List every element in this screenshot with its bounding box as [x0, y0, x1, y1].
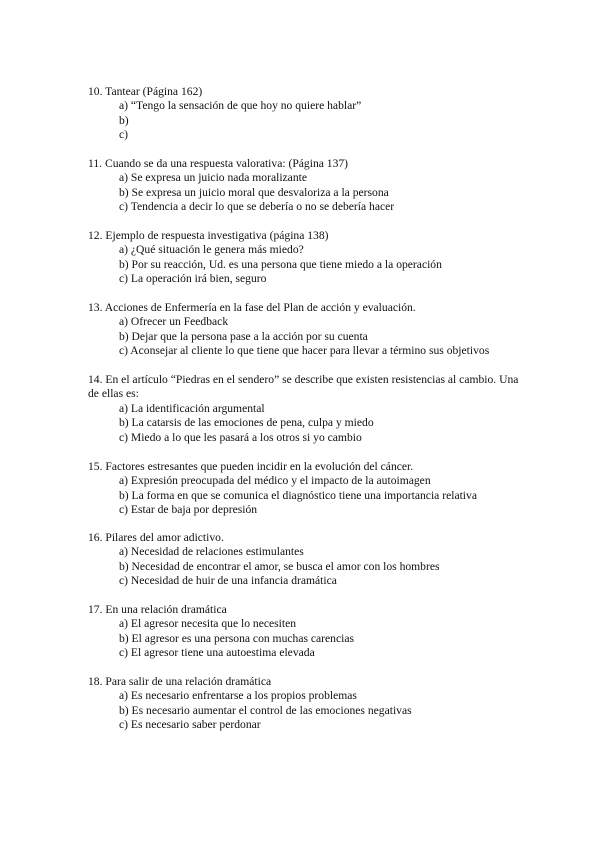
answer-option-b: b) Dejar que la persona pase a la acción por su cuenta — [119, 329, 368, 343]
answer-option-b: b) La forma en que se comunica el diagnóstico tiene una importancia relativa — [119, 488, 477, 502]
answer-option-a: a) La identificación argumental — [119, 401, 265, 415]
answer-option-a: a) Ofrecer un Feedback — [119, 315, 229, 329]
answer-option-c: c) — [119, 128, 129, 142]
question-stem: 18. Para salir de una relación dramática — [88, 675, 272, 688]
answer-option-b: b) — [119, 113, 129, 127]
question-stem: 11. Cuando se da una respuesta valorativa: (Página 137) — [88, 157, 349, 170]
question-15 — [88, 460, 528, 518]
answer-option-b: b) Es necesario aumentar el control de las emociones negativas — [119, 703, 412, 717]
question-13 — [88, 301, 528, 359]
answer-option-a: a) ¿Qué situación le genera más miedo? — [119, 243, 304, 257]
question-11 — [88, 157, 528, 215]
question-14 — [88, 373, 528, 445]
question-17 — [88, 603, 528, 661]
answer-option-c: c) Tendencia a decir lo que se debería o no se debería hacer — [119, 200, 395, 214]
answer-option-c: c) Necesidad de huir de una infancia dramática — [119, 574, 337, 588]
answer-option-a: a) “Tengo la sensación de que hoy no quiere hablar” — [119, 99, 362, 113]
answer-option-a: a) Expresión preocupada del médico y el impacto de la autoimagen — [119, 474, 431, 488]
question-stem: 17. En una relación dramática — [88, 603, 227, 616]
question-16 — [88, 531, 528, 589]
answer-option-c: c) Miedo a lo que les pasará a los otros si yo cambio — [119, 430, 362, 444]
question-stem: 15. Factores estresantes que pueden incidir en la evolución del cáncer. — [88, 460, 414, 473]
answer-option-c: c) Estar de baja por depresión — [119, 503, 258, 517]
question-10 — [88, 85, 528, 143]
answer-option-c: c) El agresor tiene una autoestima elevada — [119, 646, 315, 660]
answer-option-c: c) La operación irá bien, seguro — [119, 272, 267, 286]
answer-option-b: b) La catarsis de las emociones de pena, culpa y miedo — [119, 416, 374, 430]
answer-option-c: c) Es necesario saber perdonar — [119, 718, 261, 732]
question-12 — [88, 229, 528, 287]
answer-option-b: b) El agresor es una persona con muchas carencias — [119, 631, 354, 645]
question-stem: 13. Acciones de Enfermería en la fase del Plan de acción y evaluación. — [88, 301, 416, 314]
answer-option-a: a) Necesidad de relaciones estimulantes — [119, 545, 304, 559]
question-stem: 10. Tantear (Página 162) — [88, 85, 203, 98]
question-stem: 14. En el artículo “Piedras en el sendero” se describe que existen resistencias al cambio. Una de ellas es: — [88, 373, 519, 401]
answer-option-b: b) Se expresa un juicio moral que desvaloriza a la persona — [119, 185, 389, 199]
answer-option-a: a) Es necesario enfrentarse a los propios problemas — [119, 689, 357, 703]
answer-option-b: b) Por su reacción, Ud. es una persona que tiene miedo a la operación — [119, 257, 442, 271]
question-stem: 12. Ejemplo de respuesta investigativa (página 138) — [88, 229, 329, 242]
answer-option-a: a) Se expresa un juicio nada moralizante — [119, 171, 307, 185]
answer-option-b: b) Necesidad de encontrar el amor, se busca el amor con los hombres — [119, 559, 440, 573]
question-18 — [88, 675, 528, 733]
question-stem: 16. Pilares del amor adictivo. — [88, 531, 224, 544]
answer-option-a: a) El agresor necesita que lo necesiten — [119, 617, 297, 631]
answer-option-c: c) Aconsejar al cliente lo que tiene que hacer para llevar a término sus objetivos — [119, 344, 490, 358]
